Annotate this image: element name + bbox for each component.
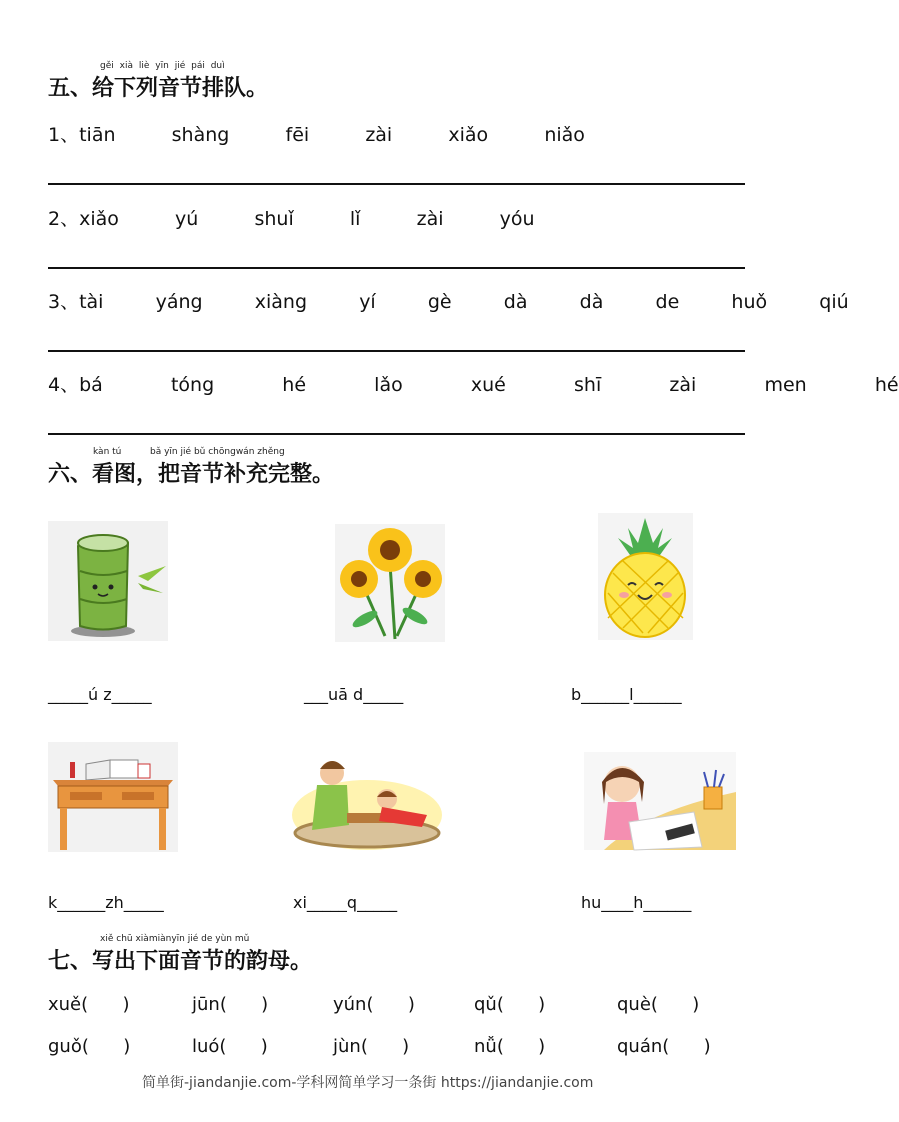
section7-pinyin: xiě chū xiàmiànyīn jié de yùn mǔ xyxy=(100,934,250,944)
finals-item[interactable]: guǒ( ) xyxy=(48,1036,131,1057)
sort-row-4: 4、bá tóng hé lǎo xué shī zài men hé xyxy=(48,374,899,396)
caption-family-game: xi_____q_____ xyxy=(293,893,398,912)
desk-icon xyxy=(48,742,178,852)
finals-item[interactable]: jūn( ) xyxy=(192,994,269,1015)
section6-pinyin: kàn tú bǎ yīn jié bǔ chōngwán zhěng xyxy=(93,447,285,457)
section7-heading: 七、写出下面音节的韵母。 xyxy=(48,949,313,974)
answer-line-1[interactable] xyxy=(48,183,745,185)
sort-row-1: 1、tiān shàng fēi zài xiǎo niǎo xyxy=(48,124,585,146)
answer-line-3[interactable] xyxy=(48,350,745,352)
footer-watermark: 简单街-jiandanjie.com-学科网简单学习一条街 https://jiandanjie.com xyxy=(142,1075,594,1091)
girl-drawing-icon xyxy=(584,752,736,850)
finals-item[interactable]: què( ) xyxy=(617,994,700,1015)
finals-item[interactable]: luó( ) xyxy=(192,1036,268,1057)
section5-heading: 五、给下列音节排队。 xyxy=(48,76,269,101)
finals-item[interactable]: quán( ) xyxy=(617,1036,711,1057)
sort-row-2: 2、xiǎo yú shuǐ lǐ zài yóu xyxy=(48,208,535,230)
finals-item[interactable]: qǔ( ) xyxy=(474,994,546,1015)
caption-pineapple: b______l______ xyxy=(571,685,682,704)
section6-heading: 六、看图，把音节补充完整。 xyxy=(48,462,335,487)
section5-pinyin: gěi xià liè yīn jié pái duì xyxy=(100,61,225,71)
finals-item[interactable]: xuě( ) xyxy=(48,994,130,1015)
family-game-icon xyxy=(287,745,442,850)
sort-row-3: 3、tài yáng xiàng yí gè dà dà de huǒ qiú xyxy=(48,291,849,313)
bamboo-icon xyxy=(48,521,168,641)
finals-item[interactable]: nǚ( ) xyxy=(474,1036,546,1057)
answer-line-2[interactable] xyxy=(48,267,745,269)
pineapple-icon xyxy=(598,513,693,640)
caption-bamboo: _____ú z_____ xyxy=(48,685,152,704)
caption-sunflower: ___uā d_____ xyxy=(304,685,404,704)
caption-girl-drawing: hu____h______ xyxy=(581,893,692,912)
caption-desk: k______zh_____ xyxy=(48,893,164,912)
answer-line-4[interactable] xyxy=(48,433,745,435)
sunflower-icon xyxy=(335,524,445,642)
finals-item[interactable]: jùn( ) xyxy=(333,1036,410,1057)
finals-item[interactable]: yún( ) xyxy=(333,994,415,1015)
